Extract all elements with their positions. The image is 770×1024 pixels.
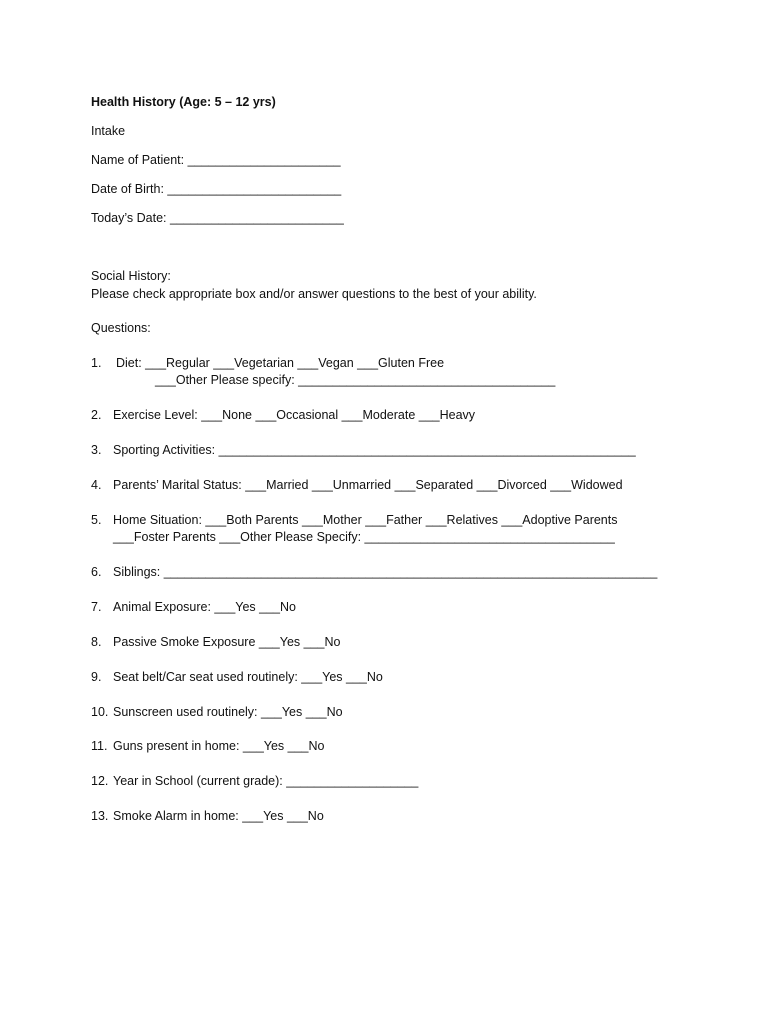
question-number: 12. (91, 774, 109, 788)
question-number: 7. (91, 600, 102, 614)
question-number: 2. (91, 408, 102, 422)
intake-label: Intake (91, 124, 126, 138)
question-6-siblings: Siblings: _______________________________________________________________________ (113, 565, 658, 579)
date-of-birth-field: Date of Birth: _________________________ (91, 182, 342, 196)
patient-name-field: Name of Patient: ______________________ (91, 153, 341, 167)
social-history-heading: Social History: (91, 269, 171, 283)
question-5-home: Home Situation: ___Both Parents ___Mother ___Father ___Relatives ___Adoptive Parents (113, 513, 618, 527)
question-10-sunscreen: Sunscreen used routinely: ___Yes ___No (113, 705, 343, 719)
question-7-animal: Animal Exposure: ___Yes ___No (113, 600, 296, 614)
question-number: 4. (91, 478, 102, 492)
question-number: 6. (91, 565, 102, 579)
question-number: 10. (91, 705, 109, 719)
question-13-smoke-alarm: Smoke Alarm in home: ___Yes ___No (113, 809, 324, 823)
question-8-smoke: Passive Smoke Exposure ___Yes ___No (113, 635, 341, 649)
question-number: 1. (91, 356, 102, 370)
question-5-home-other: ___Foster Parents ___Other Please Specify: ____________________________________ (113, 530, 615, 544)
question-number: 11. (91, 739, 108, 753)
question-3-sporting: Sporting Activities: ____________________________________________________________ (113, 443, 636, 457)
question-number: 9. (91, 670, 102, 684)
question-12-school: Year in School (current grade): ___________________ (113, 774, 419, 788)
question-number: 8. (91, 635, 102, 649)
page-title: Health History (Age: 5 – 12 yrs) (91, 95, 276, 109)
question-11-guns: Guns present in home: ___Yes ___No (113, 739, 325, 753)
question-1-diet: Diet: ___Regular ___Vegetarian ___Vegan ___Gluten Free (116, 356, 445, 370)
question-number: 5. (91, 513, 102, 527)
todays-date-field: Today’s Date: _________________________ (91, 211, 344, 225)
question-number: 13. (91, 809, 109, 823)
question-4-marital: Parents’ Marital Status: ___Married ___Unmarried ___Separated ___Divorced ___Widowed (113, 478, 623, 492)
question-2-exercise: Exercise Level: ___None ___Occasional ___Moderate ___Heavy (113, 408, 476, 422)
question-1-diet-other: ___Other Please specify: _____________________________________ (155, 373, 556, 387)
question-number: 3. (91, 443, 102, 457)
instructions-text: Please check appropriate box and/or answer questions to the best of your ability. (91, 287, 537, 301)
questions-label: Questions: (91, 321, 151, 335)
question-9-seatbelt: Seat belt/Car seat used routinely: ___Yes ___No (113, 670, 383, 684)
